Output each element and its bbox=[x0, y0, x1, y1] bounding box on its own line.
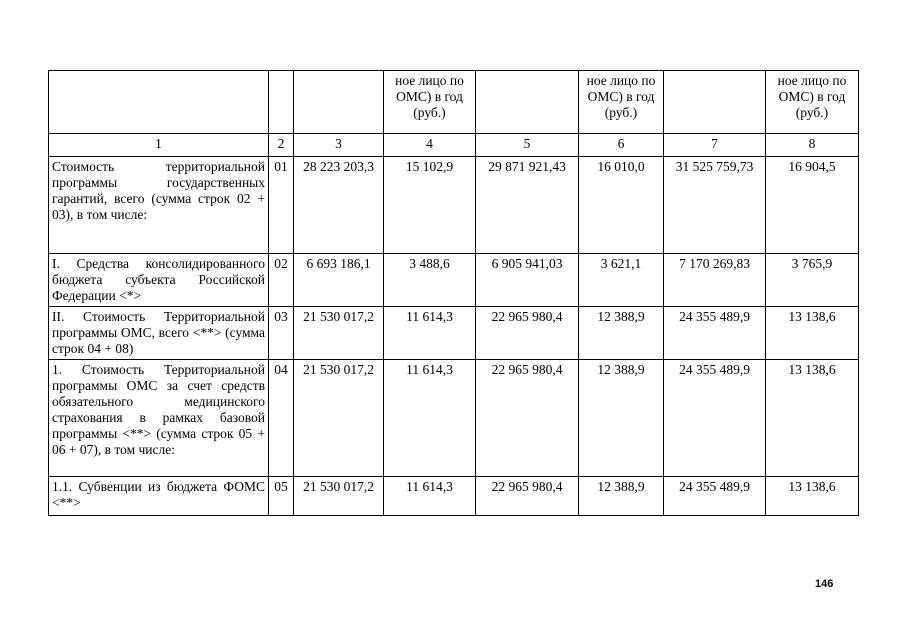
column-number: 3 bbox=[294, 134, 384, 157]
column-number: 1 bbox=[49, 134, 269, 157]
column-number: 7 bbox=[664, 134, 766, 157]
column-number: 8 bbox=[766, 134, 859, 157]
value-cell: 24 355 489,9 bbox=[664, 477, 766, 516]
column-number: 4 bbox=[384, 134, 476, 157]
value-cell: 11 614,3 bbox=[384, 477, 476, 516]
table-row bbox=[49, 360, 859, 477]
value-cell: 24 355 489,9 bbox=[664, 307, 766, 360]
value-cell: 15 102,9 bbox=[384, 157, 476, 254]
column-number: 2 bbox=[269, 134, 294, 157]
header-cell-7 bbox=[664, 71, 766, 134]
value-cell: 12 388,9 bbox=[579, 360, 664, 477]
header-cell-6: ное лицо по ОМС) в год (руб.) bbox=[579, 71, 664, 134]
value-cell: 31 525 759,73 bbox=[664, 157, 766, 254]
value-cell: 11 614,3 bbox=[384, 307, 476, 360]
header-cell-5 bbox=[476, 71, 579, 134]
value-cell: 12 388,9 bbox=[579, 477, 664, 516]
row-name: Стоимость территориальной программы государственных гарантий, всего (сумма строк 02 + 03), в том числе: bbox=[49, 157, 269, 254]
column-numbers-row bbox=[49, 134, 859, 157]
value-cell: 3 488,6 bbox=[384, 254, 476, 307]
value-cell: 22 965 980,4 bbox=[476, 360, 579, 477]
row-name: I. Средства консолидированного бюджета субъекта Российской Федерации <*> bbox=[49, 254, 269, 307]
header-cell-3 bbox=[294, 71, 384, 134]
value-cell: 22 965 980,4 bbox=[476, 307, 579, 360]
value-cell: 13 138,6 bbox=[766, 360, 859, 477]
row-code: 02 bbox=[269, 254, 294, 307]
header-cell-2 bbox=[269, 71, 294, 134]
header-cell-4: ное лицо по ОМС) в год (руб.) bbox=[384, 71, 476, 134]
column-number: 6 bbox=[579, 134, 664, 157]
value-cell: 28 223 203,3 bbox=[294, 157, 384, 254]
row-code: 03 bbox=[269, 307, 294, 360]
value-cell: 12 388,9 bbox=[579, 307, 664, 360]
value-cell: 7 170 269,83 bbox=[664, 254, 766, 307]
table-row bbox=[49, 157, 859, 254]
table-row bbox=[49, 254, 859, 307]
value-cell: 6 693 186,1 bbox=[294, 254, 384, 307]
value-cell: 11 614,3 bbox=[384, 360, 476, 477]
table-row bbox=[49, 307, 859, 360]
header-row bbox=[49, 71, 859, 134]
value-cell: 22 965 980,4 bbox=[476, 477, 579, 516]
value-cell: 3 765,9 bbox=[766, 254, 859, 307]
row-name: II. Стоимость Территориальной программы ОМС, всего <**> (сумма строк 04 + 08) bbox=[49, 307, 269, 360]
row-code: 01 bbox=[269, 157, 294, 254]
value-cell: 24 355 489,9 bbox=[664, 360, 766, 477]
table-row bbox=[49, 477, 859, 516]
value-cell: 13 138,6 bbox=[766, 477, 859, 516]
column-number: 5 bbox=[476, 134, 579, 157]
value-cell: 6 905 941,03 bbox=[476, 254, 579, 307]
value-cell: 21 530 017,2 bbox=[294, 477, 384, 516]
header-cell-8: ное лицо по ОМС) в год (руб.) bbox=[766, 71, 859, 134]
value-cell: 29 871 921,43 bbox=[476, 157, 579, 254]
value-cell: 16 010,0 bbox=[579, 157, 664, 254]
value-cell: 21 530 017,2 bbox=[294, 360, 384, 477]
row-name: 1.1. Субвенции из бюджета ФОМС <**> bbox=[49, 477, 269, 516]
value-cell: 3 621,1 bbox=[579, 254, 664, 307]
value-cell: 13 138,6 bbox=[766, 307, 859, 360]
value-cell: 21 530 017,2 bbox=[294, 307, 384, 360]
row-name: 1. Стоимость Территориальной программы ОМС за счет средств обязательного медицинского страхования в рамках базовой программы <**> (сумма строк 05 + 06 + 07), в том числе: bbox=[49, 360, 269, 477]
row-code: 05 bbox=[269, 477, 294, 516]
page-number: 146 bbox=[815, 578, 834, 590]
financial-table bbox=[48, 70, 859, 516]
value-cell: 16 904,5 bbox=[766, 157, 859, 254]
row-code: 04 bbox=[269, 360, 294, 477]
header-cell-1 bbox=[49, 71, 269, 134]
